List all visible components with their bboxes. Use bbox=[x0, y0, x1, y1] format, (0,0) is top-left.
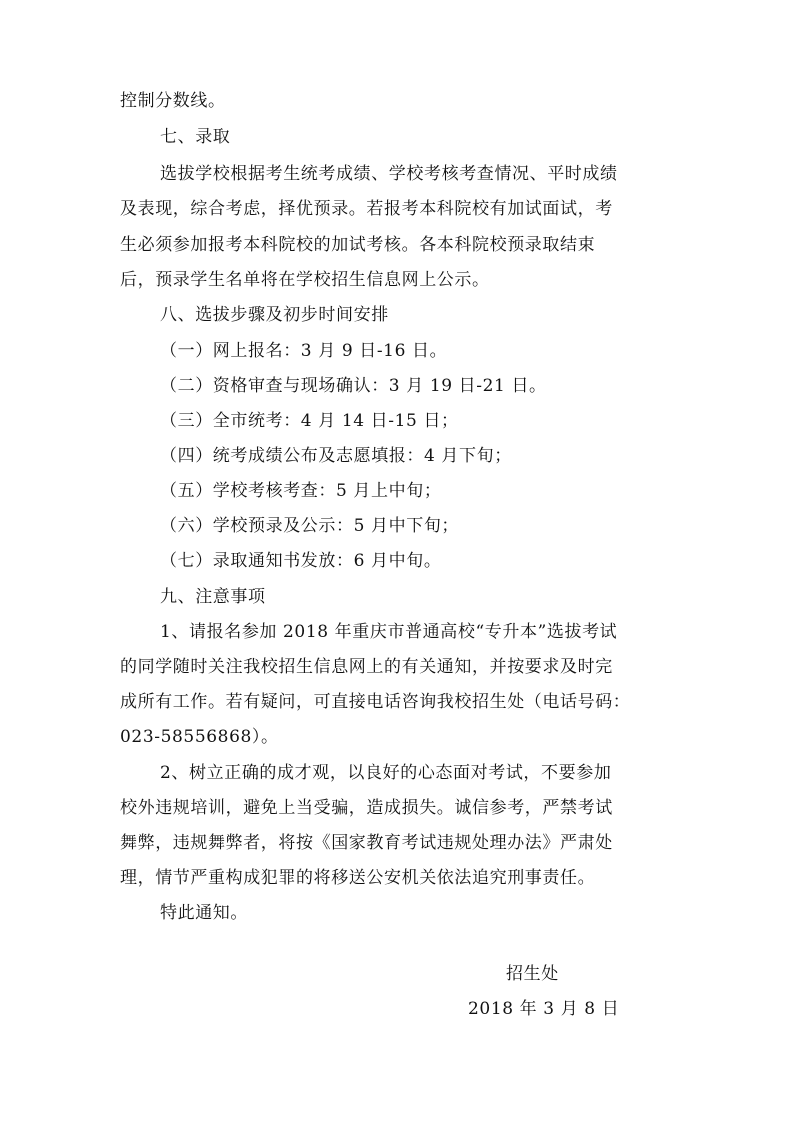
section-heading-admission: 七、录取 bbox=[160, 127, 231, 147]
text-line: 舞弊，违规舞弊者，将按《国家教育考试违规处理办法》严肃处 bbox=[120, 833, 613, 853]
signature-office: 招生处 bbox=[506, 964, 559, 984]
text-line: 成所有工作。若有疑问，可直接电话咨询我校招生处（电话号码： bbox=[120, 692, 631, 712]
signature-date: 2018 年 3 月 8 日 bbox=[468, 999, 620, 1019]
text-line: 及表现，综合考虑，择优预录。若报考本科院校有加试面试，考 bbox=[120, 199, 613, 219]
schedule-item: （六）学校预录及公示：5 月中下旬； bbox=[160, 516, 460, 536]
text-line: 控制分数线。 bbox=[120, 91, 226, 111]
text-line: 选拔学校根据考生统考成绩、学校考核考查情况、平时成绩 bbox=[160, 164, 618, 184]
text-line: 后，预录学生名单将在学校招生信息网上公示。 bbox=[120, 270, 490, 290]
closing-line: 特此通知。 bbox=[160, 903, 248, 923]
text-line: 的同学随时关注我校招生信息网上的有关通知，并按要求及时完 bbox=[120, 657, 613, 677]
text-line: 理，情节严重构成犯罪的将移送公安机关依法追究刑事责任。 bbox=[120, 868, 596, 888]
section-heading-schedule: 八、选拔步骤及初步时间安排 bbox=[160, 305, 389, 325]
text-line: 1、请报名参加 2018 年重庆市普通高校“专升本”选拔考试 bbox=[160, 622, 618, 642]
text-line: 生必须参加报考本科院校的加试考核。各本科院校预录取结束 bbox=[120, 235, 596, 255]
text-line: 校外违规培训，避免上当受骗，造成损失。诚信参考，严禁考试 bbox=[120, 798, 613, 818]
schedule-item: （四）统考成绩公布及志愿填报：4 月下旬； bbox=[160, 446, 512, 466]
schedule-item: （二）资格审查与现场确认：3 月 19 日-21 日。 bbox=[160, 376, 547, 396]
text-line: 2、树立正确的成才观，以良好的心态面对考试，不要参加 bbox=[160, 763, 612, 783]
section-heading-notes: 九、注意事项 bbox=[160, 587, 266, 607]
text-line: 023-58556868）。 bbox=[120, 727, 279, 747]
schedule-item: （五）学校考核考查：5 月上中旬； bbox=[160, 481, 442, 501]
schedule-item: （七）录取通知书发放：6 月中旬。 bbox=[160, 551, 442, 571]
schedule-item: （三）全市统考：4 月 14 日-15 日； bbox=[160, 411, 459, 431]
schedule-item: （一）网上报名：3 月 9 日-16 日。 bbox=[160, 341, 448, 361]
